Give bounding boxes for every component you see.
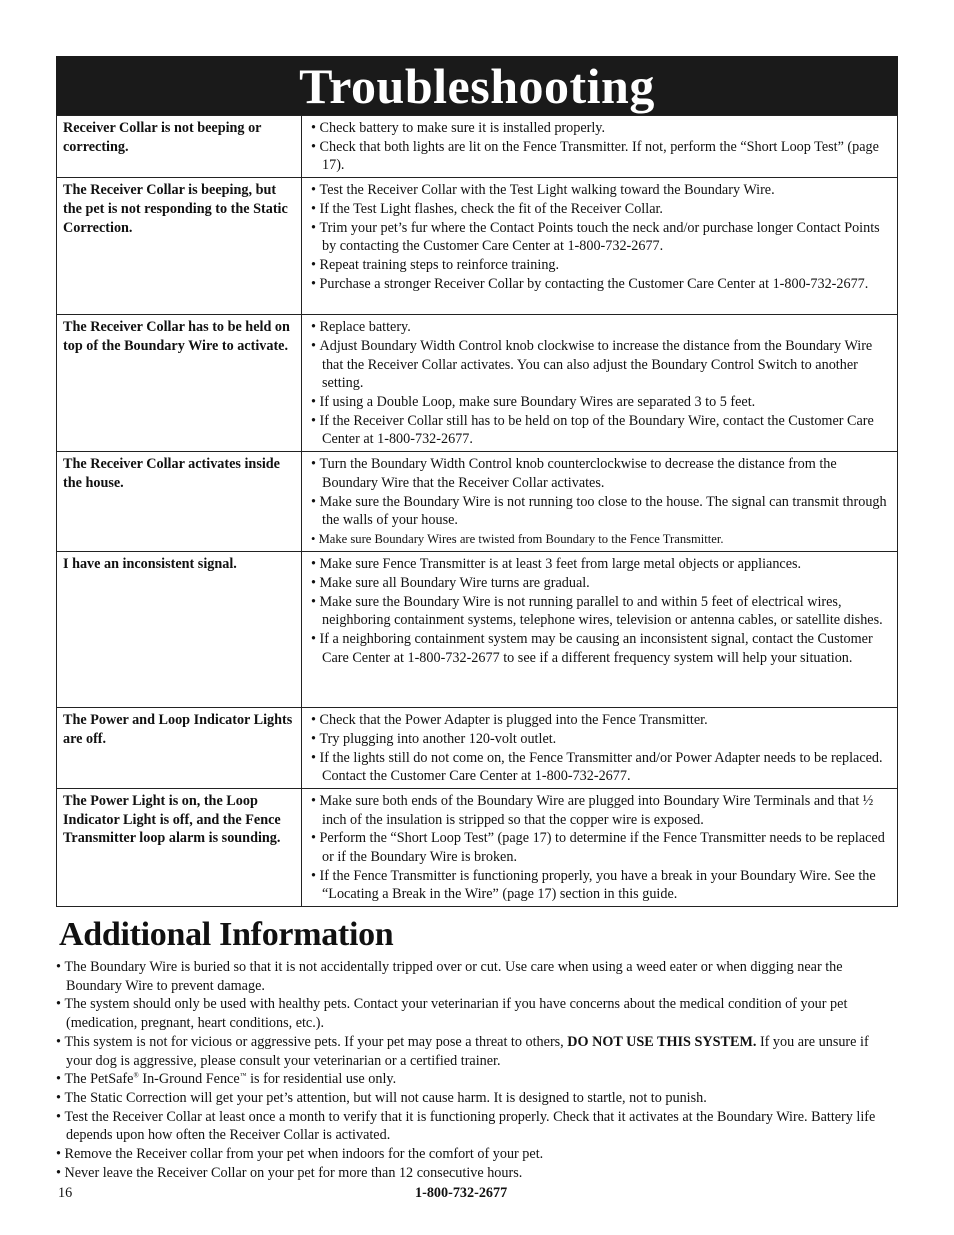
table-row xyxy=(57,452,898,552)
list-item: • Perform the “Short Loop Test” (page 17) to determine if the Fence Transmitter needs to be replaced or if the Boundary Wire is broken. xyxy=(311,829,891,866)
list-item: • The Static Correction will get your pet’s attention, but will not cause harm. It is designed to startle, not to punish. xyxy=(56,1089,898,1108)
list-item: • If the Receiver Collar still has to be held on top of the Boundary Wire, contact the Customer Care Center at 1-800-732-2677. xyxy=(311,412,891,449)
list-item: • Test the Receiver Collar at least once a month to verify that it is functioning properly. Check that it activates at the Boundary Wire. Battery life depends upon how often the Receiver Collar is activated. xyxy=(56,1108,898,1145)
table-row xyxy=(57,552,898,708)
table-row xyxy=(57,708,898,789)
list-item xyxy=(56,1070,898,1089)
item-text: This system is not for vicious or aggressive pets. If your pet may pose a threat to others, xyxy=(64,1033,568,1050)
list-item: • Try plugging into another 120-volt outlet. xyxy=(311,730,891,749)
list-item: • Trim your pet’s fur where the Contact Points touch the neck and/or purchase longer Contact Points by contacting the Customer Care Center at 1-800-732-2677. xyxy=(311,219,891,256)
solution-cell xyxy=(302,452,898,552)
list-item: • If using a Double Loop, make sure Boundary Wires are separated 3 to 5 feet. xyxy=(311,393,891,412)
list-item: • Make sure the Boundary Wire is not running too close to the house. The signal can transmit through the walls of your house. xyxy=(311,493,891,530)
list-item: • If the lights still do not come on, the Fence Transmitter and/or Power Adapter needs to be replaced. Contact the Customer Care Center at 1-800-732-2677. xyxy=(311,749,891,786)
table-row xyxy=(57,178,898,315)
item-text: If you are unsure if your dog is aggressive, please consult your veterinarian or a certified trainer. xyxy=(66,1033,869,1069)
title-banner xyxy=(56,56,898,115)
list-item: • Adjust Boundary Width Control knob clockwise to increase the distance from the Boundary Wire that the Receiver Collar activates. You can also adjust the Boundary Control Switch to another setting. xyxy=(311,337,891,393)
list-item: • Check that the Power Adapter is plugged into the Fence Transmitter. xyxy=(311,711,891,730)
list-item: • Repeat training steps to reinforce training. xyxy=(311,256,891,275)
problem-cell: The Receiver Collar has to be held on top of the Boundary Wire to activate. xyxy=(57,315,302,452)
list-item: • The Boundary Wire is buried so that it is not accidentally tripped over or cut. Use care when using a weed eater or when digging near the Boundary Wire to prevent damage. xyxy=(56,958,898,995)
list-item: • Turn the Boundary Width Control knob counterclockwise to decrease the distance from the Boundary Wire that the Receiver Collar activates. xyxy=(311,455,891,492)
trademark-mark: ™ xyxy=(239,1071,247,1080)
registered-mark: ® xyxy=(133,1071,139,1080)
phone-number: 1-800-732-2677 xyxy=(415,1185,508,1201)
list-item: • The system should only be used with healthy pets. Contact your veterinarian if you have concerns about the medical condition of your pet (medication, pregnant, heart conditions, etc.). xyxy=(56,995,898,1032)
solution-cell xyxy=(302,315,898,452)
list-item: • Make sure the Boundary Wire is not running parallel to and within 5 feet of electrical wires, neighboring containment systems, telephone wires, television or antenna cables, or satellite dishes. xyxy=(311,593,891,630)
list-item: • Purchase a stronger Receiver Collar by contacting the Customer Care Center at 1-800-732-2677. xyxy=(311,275,891,294)
list-item: • Make sure both ends of the Boundary Wire are plugged into Boundary Wire Terminals and that ½ inch of the insulation is stripped so that the copper wire is exposed. xyxy=(311,792,891,829)
page-title: Troubleshooting xyxy=(299,57,655,114)
problem-cell: The Receiver Collar is beeping, but the pet is not responding to the Static Correction. xyxy=(57,178,302,315)
problem-cell: Receiver Collar is not beeping or correcting. xyxy=(57,116,302,178)
page-number: 16 xyxy=(58,1185,73,1201)
problem-cell: The Power and Loop Indicator Lights are off. xyxy=(57,708,302,789)
list-item: • Never leave the Receiver Collar on your pet for more than 12 consecutive hours. xyxy=(56,1164,898,1183)
list-item xyxy=(56,1033,898,1070)
list-item: • Remove the Receiver collar from your pet when indoors for the comfort of your pet. xyxy=(56,1145,898,1164)
problem-cell: The Power Light is on, the Loop Indicator Light is off, and the Fence Transmitter loop alarm is sounding. xyxy=(57,788,302,906)
list-item: • Check battery to make sure it is installed properly. xyxy=(311,119,891,138)
additional-info-list xyxy=(56,958,898,1182)
list-item: • Replace battery. xyxy=(311,318,891,337)
solution-cell xyxy=(302,708,898,789)
list-item: • If the Test Light flashes, check the fit of the Receiver Collar. xyxy=(311,200,891,219)
list-item: • Test the Receiver Collar with the Test Light walking toward the Boundary Wire. xyxy=(311,181,891,200)
list-item: • Make sure all Boundary Wire turns are gradual. xyxy=(311,574,891,593)
list-item: • If a neighboring containment system may be causing an inconsistent signal, contact the Customer Care Center at 1-800-732-2677 to see if a different frequency system will help your situation. xyxy=(311,630,891,667)
solution-cell xyxy=(302,788,898,906)
section-title: Additional Information xyxy=(59,916,394,954)
item-text: The PetSafe xyxy=(64,1071,134,1088)
list-item: • Make sure Fence Transmitter is at least 3 feet from large metal objects or appliances. xyxy=(311,555,891,574)
solution-cell xyxy=(302,552,898,708)
item-text: is for residential use only. xyxy=(246,1071,397,1088)
list-item: • Check that both lights are lit on the Fence Transmitter. If not, perform the “Short Loop Test” (page 17). xyxy=(311,138,891,175)
table-row xyxy=(57,315,898,452)
problem-cell: The Receiver Collar activates inside the house. xyxy=(57,452,302,552)
solution-cell xyxy=(302,178,898,315)
table-row xyxy=(57,116,898,178)
troubleshooting-table xyxy=(56,115,898,907)
problem-cell: I have an inconsistent signal. xyxy=(57,552,302,708)
solution-cell xyxy=(302,116,898,178)
table-row xyxy=(57,788,898,906)
item-text: In-Ground Fence xyxy=(138,1071,240,1088)
warning-text: DO NOT USE THIS SYSTEM. xyxy=(567,1033,757,1050)
list-item: • If the Fence Transmitter is functioning properly, you have a break in your Boundary Wire. See the “Locating a Break in the Wire” (page 17) section in this guide. xyxy=(311,867,891,904)
list-item: • Make sure Boundary Wires are twisted from Boundary to the Fence Transmitter. xyxy=(311,530,891,549)
troubleshooting-section xyxy=(56,56,898,957)
